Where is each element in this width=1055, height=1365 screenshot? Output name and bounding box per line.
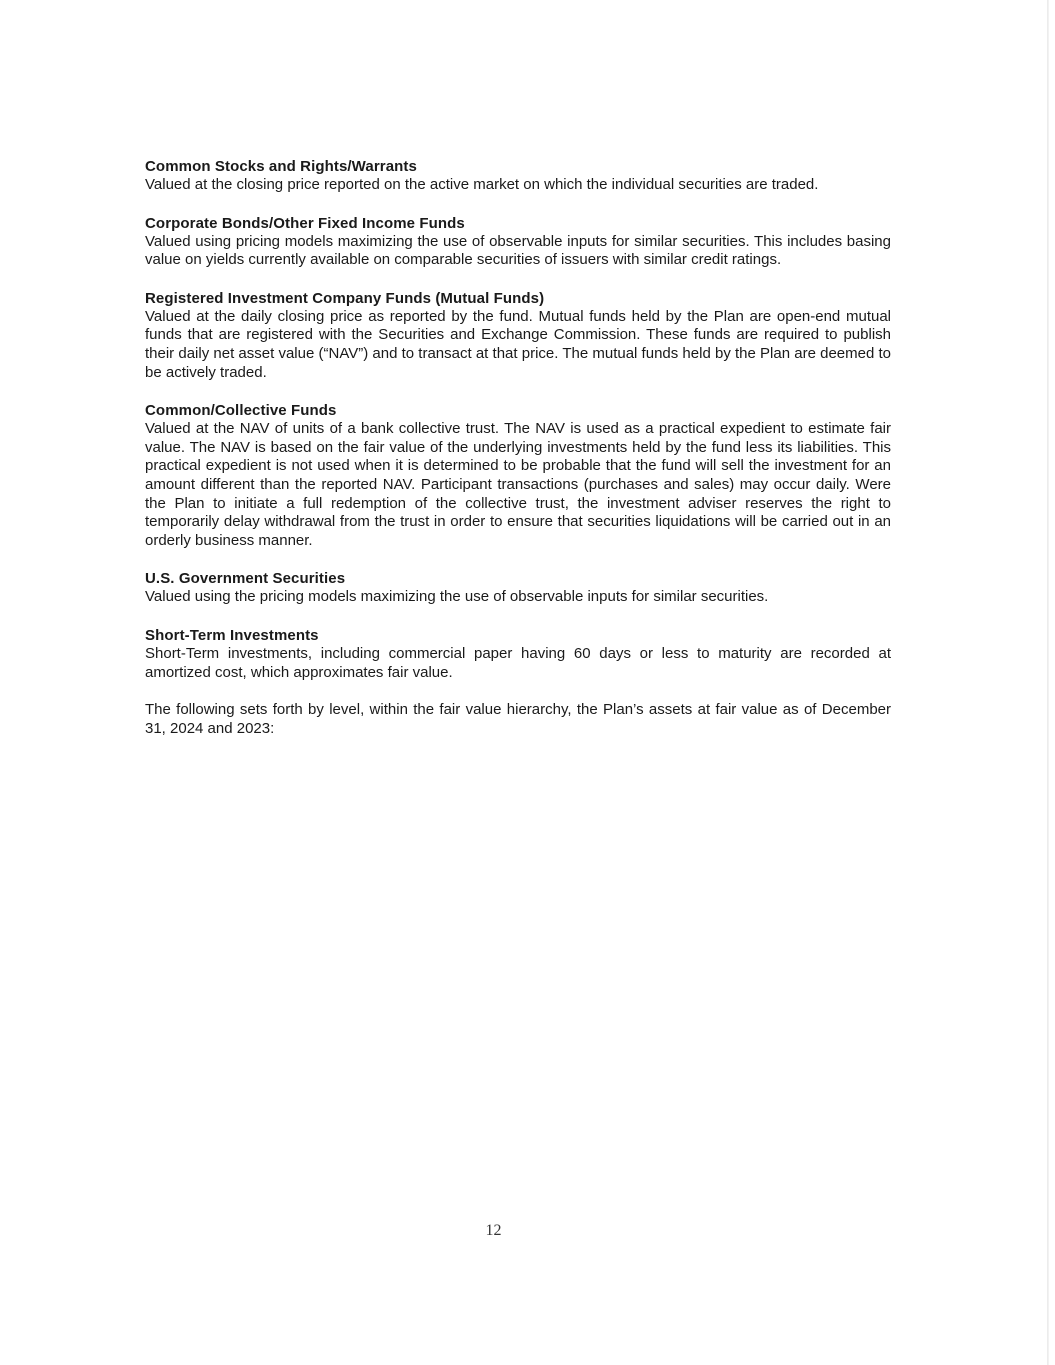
page-content bbox=[145, 157, 891, 738]
section-corporate-bonds bbox=[145, 214, 891, 270]
section-body: Valued using pricing models maximizing the use of observable inputs for similar securities. This includes basing value on yields currently available on comparable securities of issuers with similar credit ratings. bbox=[145, 232, 891, 269]
section-heading: Corporate Bonds/Other Fixed Income Funds bbox=[145, 214, 465, 232]
closing-paragraph: The following sets forth by level, within the fair value hierarchy, the Plan’s assets at fair value as of December 31, 2024 and 2023: bbox=[145, 701, 891, 737]
scan-edge-shadow bbox=[1047, 0, 1049, 1365]
section-heading: Common Stocks and Rights/Warrants bbox=[145, 158, 417, 175]
section-body: Valued at the daily closing price as reported by the fund. Mutual funds held by the Plan are open-end mutual funds that are registered with the Securities and Exchange Commission. These funds are required to publish their daily net asset value (“NAV”) and to transact at that price. The mutual funds held by the Plan are deemed to be actively traded. bbox=[145, 307, 891, 381]
section-body: Valued at the NAV of units of a bank collective trust. The NAV is used as a practical expedient to estimate fair value. The NAV is based on the fair value of the underlying investments held by the fund less its liabilities. This practical expedient is not used when it is determined to be probable that the fund will sell the investment for an amount different than the reported NAV. Participant transactions (purchases and sales) may occur daily. Were the Plan to initiate a full redemption of the collective trust, the investment adviser reserves the right to temporarily delay withdrawal from the trust in order to ensure that securities liquidations will be carried out in an orderly business manner. bbox=[145, 420, 891, 549]
section-short-term-investments bbox=[145, 626, 891, 682]
section-body: Short-Term investments, including commercial paper having 60 days or less to maturity are recorded at amortized cost, which approximates fair value. bbox=[145, 644, 891, 681]
section-body: Valued using the pricing models maximizing the use of observable inputs for similar securities. bbox=[145, 588, 769, 606]
section-government-securities bbox=[145, 569, 891, 607]
section-mutual-funds bbox=[145, 289, 891, 382]
section-collective-funds bbox=[145, 401, 891, 550]
section-common-stocks bbox=[145, 157, 891, 195]
section-heading: Registered Investment Company Funds (Mutual Funds) bbox=[145, 289, 545, 307]
page-number: 12 bbox=[485, 1222, 502, 1239]
section-body: Valued at the closing price reported on the active market on which the individual securities are traded. bbox=[145, 176, 819, 193]
section-heading: Short-Term Investments bbox=[145, 626, 319, 644]
section-heading: U.S. Government Securities bbox=[145, 570, 346, 588]
section-heading: Common/Collective Funds bbox=[145, 402, 337, 420]
